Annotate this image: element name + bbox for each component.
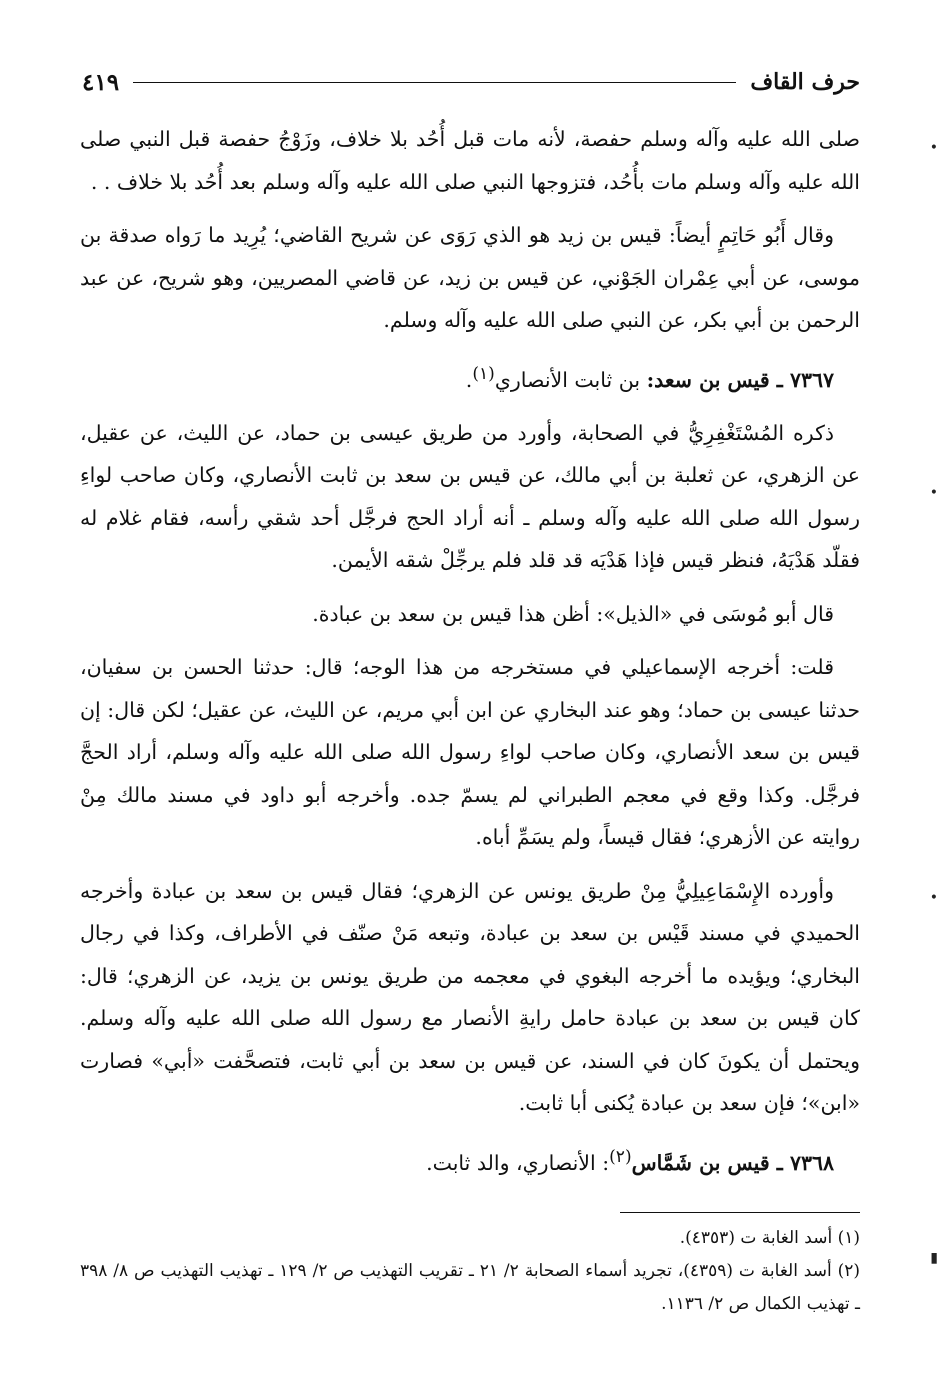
main-text [80,118,860,1195]
entry-title: ٧٣٦٧ ـ قيس بن سعد: [646,367,834,392]
footnote: (١) أسد الغابة ت (٤٣٥٣). [679,1228,860,1248]
scan-speck: • [929,140,938,156]
header-rule [133,82,736,83]
entry-title: ٧٣٦٨ ـ قيس بن شَمَّاس [631,1150,834,1175]
paragraph: ذكره المُسْتَغْفِرِيُّ في الصحابة، وأورد من طريق عيسى بن حماد، عن الليث، عن عقيل، عن الزهري، عن ثعلبة بن أبي مالك، عن قيس بن سعد بن ثابت الأنصاري، وكان صاحب لواءِ رسول الله صلى الله عليه وآله وسلم ـ أنه أراد الحج فرجَّل أحد شقي رأسه، فقام غلام له فقلّد هَدْيَهُ، فنظر قيس فإذا هَدْيَه قد قلد فلم يرجِّلْ شقه الأيمن. [80,420,860,573]
page-header [82,62,860,102]
entry-text: : الأنصاري، والد ثابت. [426,1150,610,1175]
paragraph: وأورده الإِسْمَاعِيلِيُّ مِنْ طريق يونس عن الزهري؛ فقال قيس بن سعد بن عبادة وأخرجه الحميدي في مسند قَيْس بن سعد بن عبادة، وتبعه مَنْ صنّف في الأطراف، وكذا في رجال البخاري؛ ويؤيده ما أخرجه البغوي في معجمه من طريق يونس بن يزيد، عن الزهري؛ قال: كان قيس بن سعد بن عبادة حامل رايةِ الأنصار مع رسول الله صلى الله عليه وآله وسلم. ويحتمل أن يكونَ كان في السند، عن قيس بن سعد بن أبي ثابت، فتصحَّفت «أبي» فصارت «ابن»؛ فإن سعد بن عبادة يُكنى أبا ثابت. [80,878,860,1116]
paragraph: وقال أَبُو حَاتِمٍ أيضاً: قيس بن زيد هو الذي رَوَى عن شريح القاضي؛ يُرِيد ما رَواه صدقة بن موسى، عن أبي عِمْران الجَوْني، عن قيس بن زيد، عن قاضي المصريين، وهو شريح، عن عبد الرحمن بن أبي بكر، عن النبي صلى الله عليه وآله وسلم. [80,223,860,332]
entry-7368 [80,1136,860,1184]
paragraph: قال أبو مُوسَى في «الذيل»: أظن هذا قيس بن سعد بن عبادة. [312,601,834,626]
footnote-ref: (١) [472,363,495,384]
paragraph: صلى الله عليه وآله وسلم حفصة، لأنه مات قبل أُحُد بلا خلاف، وزَوْجُ حفصة قبل النبي صلى الله عليه وآله وسلم مات بأُحُد، فتزوجها النبي صلى الله عليه وآله وسلم بعد أُحُد بلا خلاف . . [80,127,860,194]
scan-speck: ▮ [930,1250,938,1266]
footnote: (٢) أسد الغابة ت (٤٣٥٩)، تجريد أسماء الصحابة ٢/ ٢١ ـ تقريب التهذيب ص ٢/ ١٢٩ ـ تهذيب التهذيب ص ٨/ ٣٩٨ ـ تهذيب الكمال ص ٢/ ١١٣٦. [80,1261,860,1314]
paragraph: قلت: أخرجه الإسماعيلي في مستخرجه من هذا الوجه؛ قال: حدثنا الحسن بن سفيان، حدثنا عيسى بن حماد؛ وهو عند البخاري عن ابن أبي مريم، عن الليث، عن عقيل؛ لكن قال: إن قيس بن سعد الأنصاري، وكان صاحب لواءِ رسول الله صلى الله عليه وآله وسلم، أراد الحجَّ فرجَّل. وكذا وقع في معجم الطبراني لم يسمّ جده. وأخرجه أبو داود في مسند مالك مِنْ روايته عن الأزهري؛ فقال قيساً، ولم يسَمِّ أباه. [80,655,860,850]
chapter-title: حرف القاف [750,69,860,95]
footnote-separator [620,1212,860,1213]
entry-end: . [465,367,473,392]
footnote-ref: (٢) [609,1146,632,1167]
scan-speck: • [929,485,938,501]
footnotes [80,1222,860,1321]
page-number: ٤١٩ [82,68,120,96]
entry-7367 [80,353,860,401]
scan-speck: • [929,890,938,906]
entry-text: بن ثابت الأنصاري [494,367,647,392]
